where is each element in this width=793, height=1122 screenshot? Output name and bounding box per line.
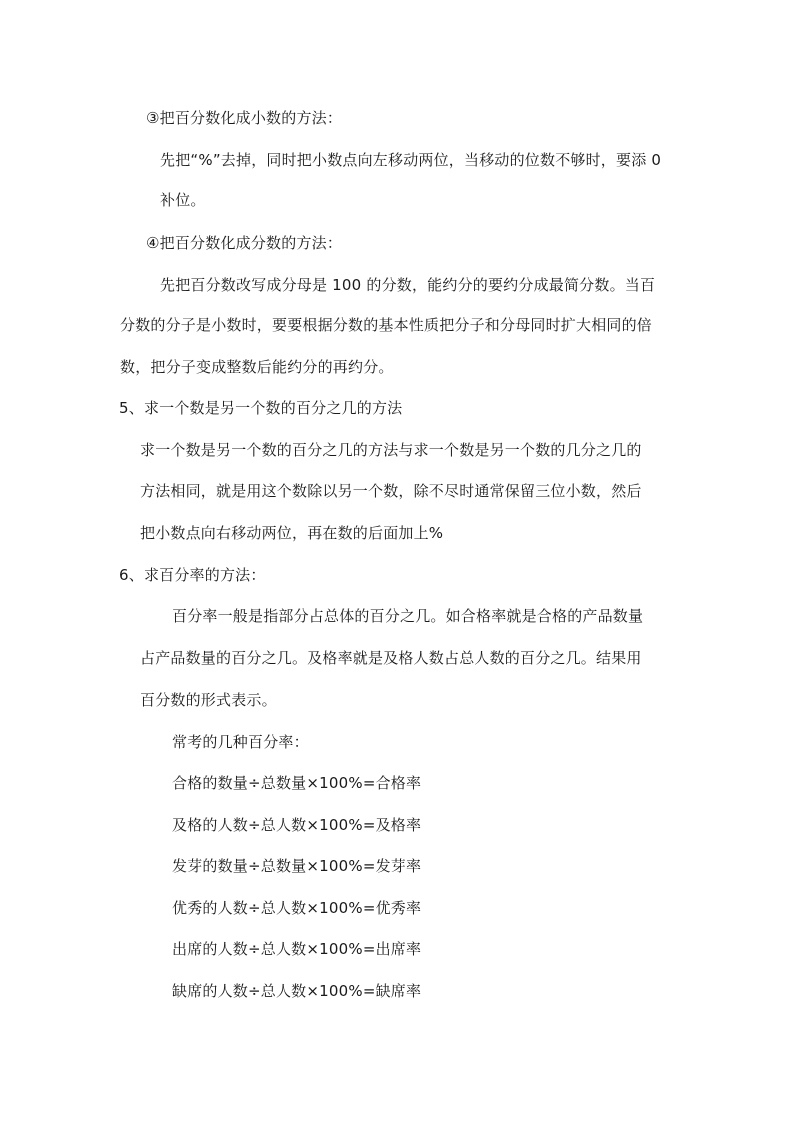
formula-item: 优秀的人数÷总人数×100%=优秀率 <box>172 899 422 917</box>
paragraph-text: 求一个数是另一个数的百分之几的方法与求一个数是另一个数的几分之几的 <box>140 441 642 459</box>
formula-item: 出席的人数÷总人数×100%=出席率 <box>172 940 422 958</box>
paragraph-text: 数，把分子变成整数后能约分的再约分。 <box>120 358 394 376</box>
paragraph-text: 先把“%”去掉，同时把小数点向左移动两位，当移动的位数不够时，要添 0 <box>160 151 662 169</box>
heading-percent-to-fraction: ④把百分数化成分数的方法： <box>146 234 343 252</box>
formula-item: 发芽的数量÷总数量×100%=发芽率 <box>172 857 422 875</box>
section-heading-5: 5、求一个数是另一个数的百分之几的方法 <box>119 399 403 417</box>
heading-percent-to-decimal: ③把百分数化成小数的方法： <box>146 109 343 127</box>
paragraph-text: 百分数的形式表示。 <box>140 691 277 709</box>
paragraph-text: 把小数点向右移动两位，再在数的后面加上% <box>140 524 444 542</box>
formula-item: 及格的人数÷总人数×100%=及格率 <box>172 816 422 834</box>
formula-item: 缺席的人数÷总人数×100%=缺席率 <box>172 982 422 1000</box>
paragraph-text: 百分率一般是指部分占总体的百分之几。如合格率就是合格的产品数量 <box>172 607 644 625</box>
paragraph-text: 方法相同，就是用这个数除以另一个数，除不尽时通常保留三位小数，然后 <box>140 482 642 500</box>
paragraph-text: 先把百分数改写成分母是 100 的分数，能约分的要约分成最简分数。当百 <box>160 276 656 294</box>
paragraph-text: 补位。 <box>160 191 206 209</box>
paragraph-text: 占产品数量的百分之几。及格率就是及格人数占总人数的百分之几。结果用 <box>140 649 642 667</box>
paragraph-text: 分数的分子是小数时，要要根据分数的基本性质把分子和分母同时扩大相同的倍 <box>120 316 653 334</box>
formula-list-heading: 常考的几种百分率： <box>172 733 309 751</box>
section-heading-6: 6、求百分率的方法： <box>119 566 266 584</box>
formula-item: 合格的数量÷总数量×100%=合格率 <box>172 774 422 792</box>
